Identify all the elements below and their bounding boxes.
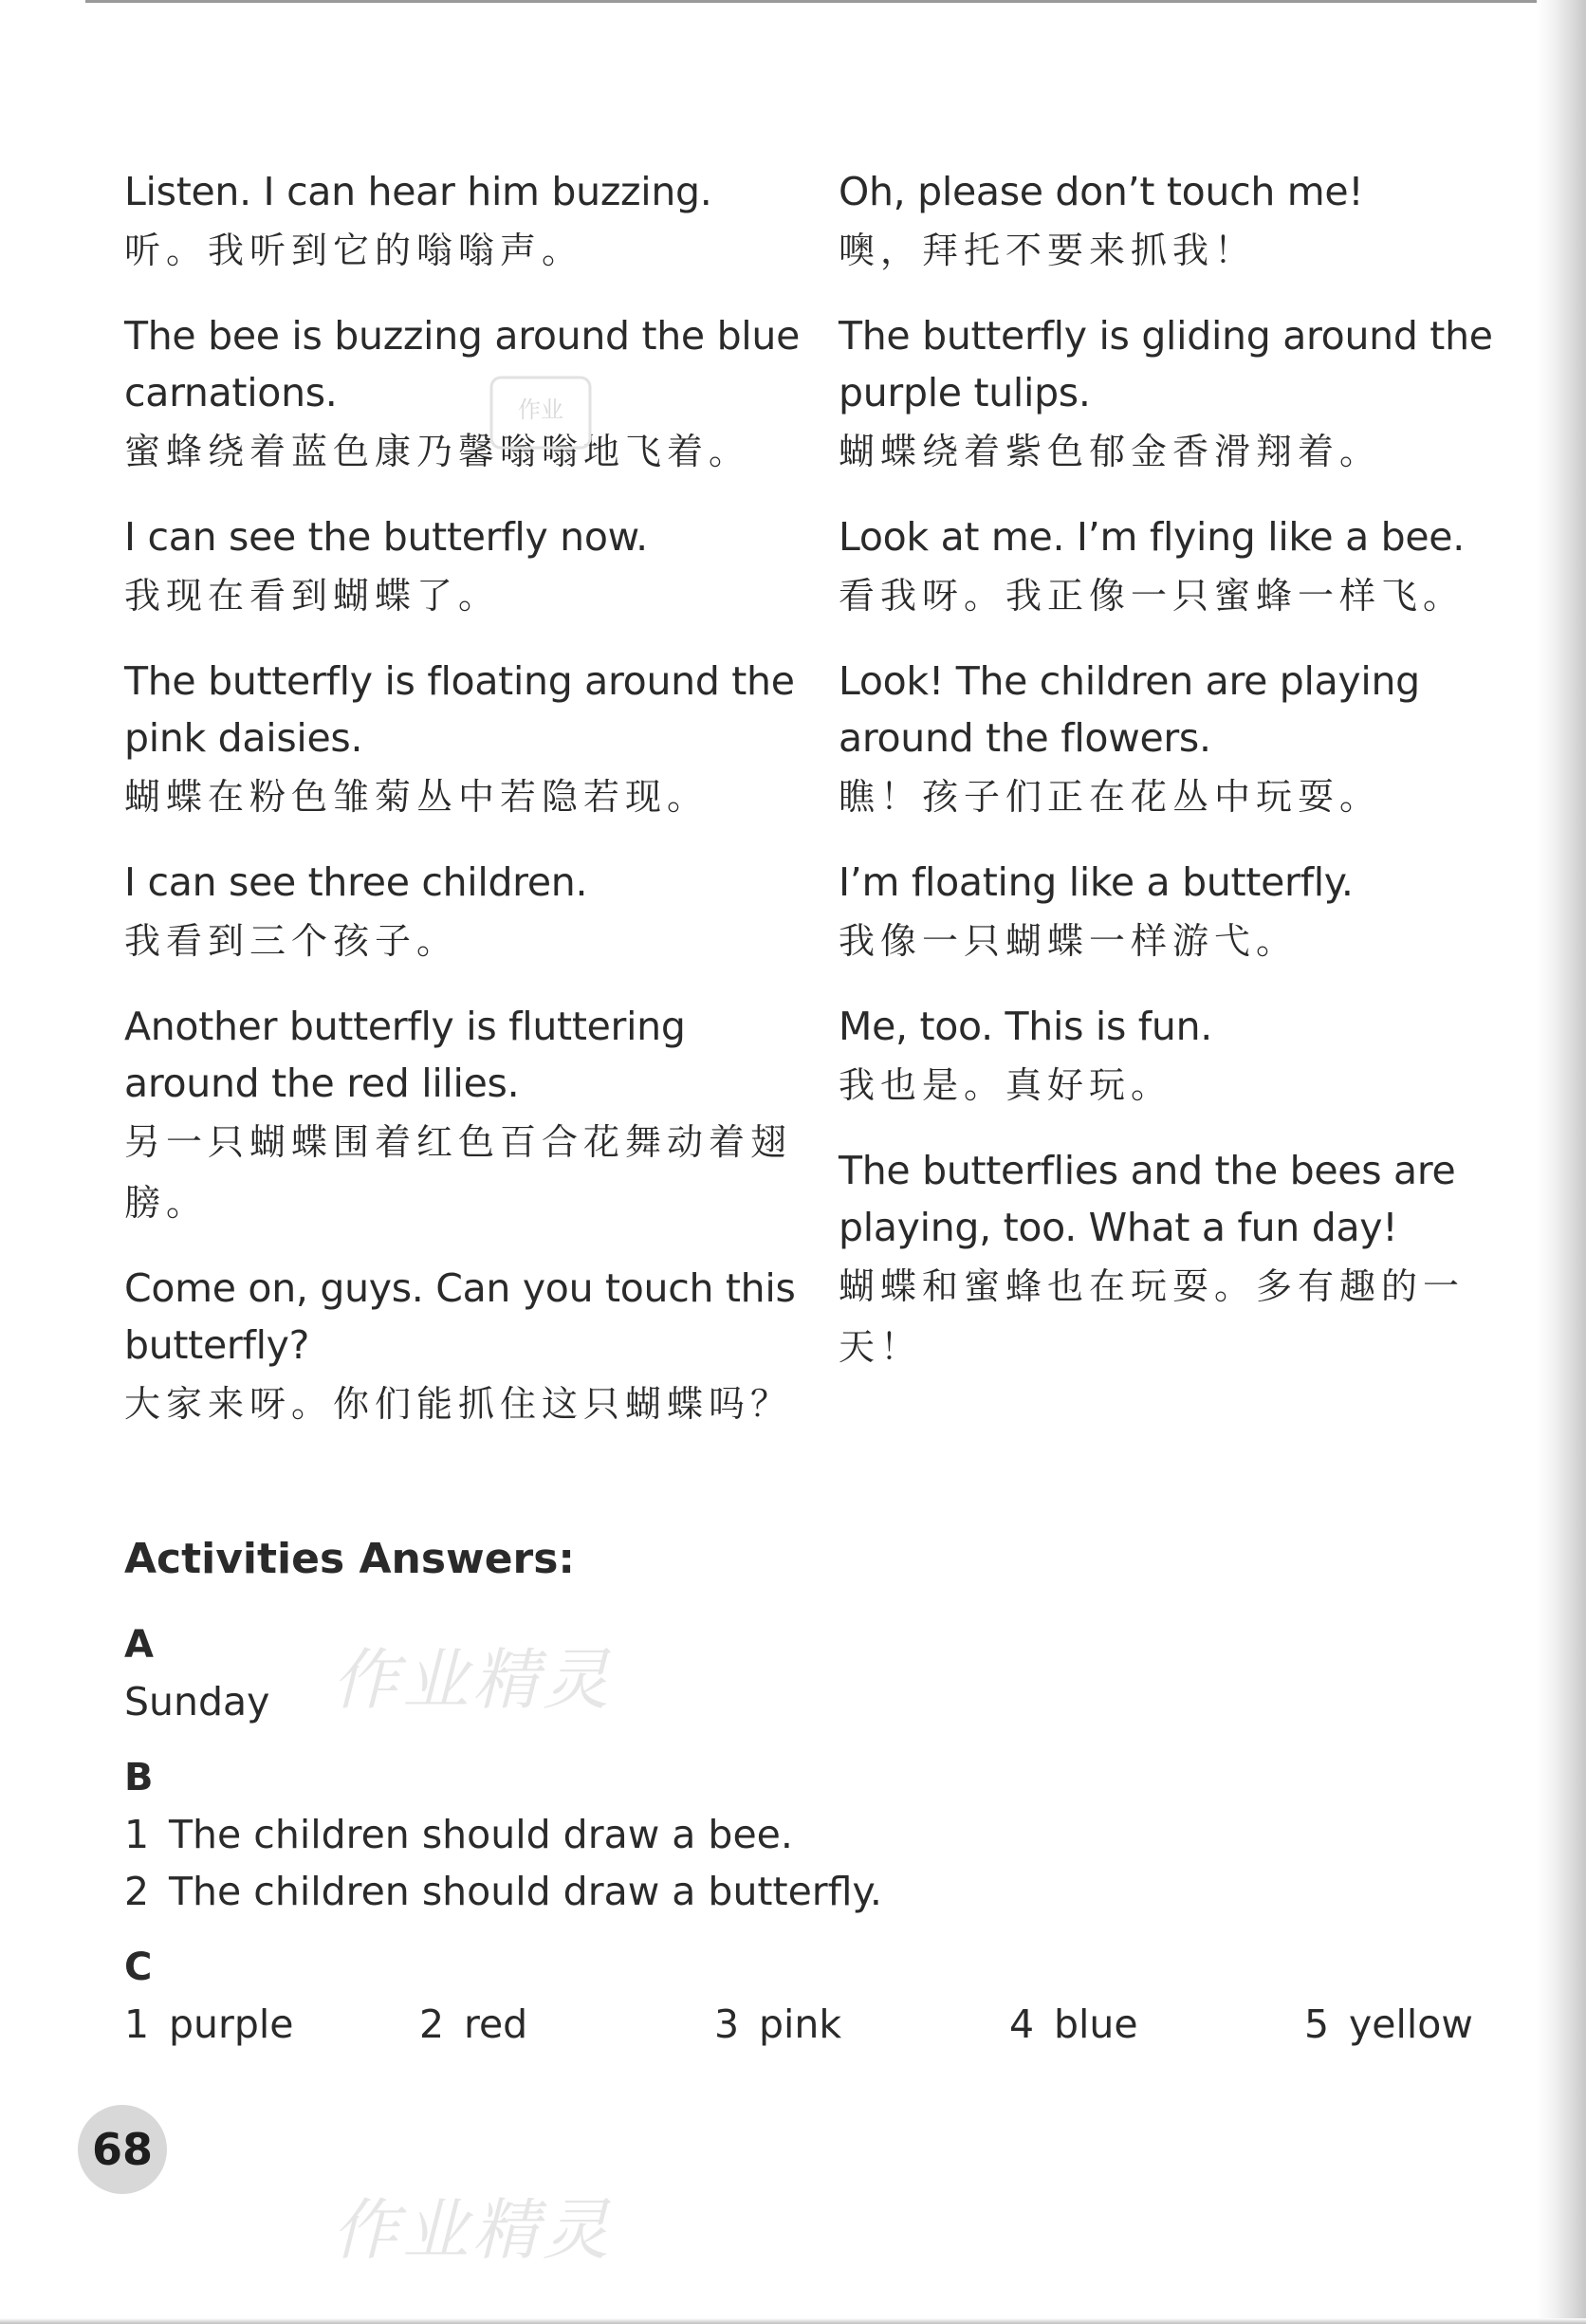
dialogue-entry	[124, 307, 807, 482]
watermark-stamp-icon	[484, 370, 598, 455]
chinese-line: 我看到三个孩子。	[124, 920, 459, 962]
scan-edge-right	[1537, 0, 1586, 2324]
item-text: red	[464, 2001, 528, 2047]
page-number: 68	[91, 2124, 153, 2175]
english-line: Come on, guys. Can you touch this butterfly?	[124, 1265, 796, 1368]
answer-text: Sunday	[124, 1679, 270, 1725]
english-line: I can see the butterfly now.	[124, 514, 648, 560]
color-answer	[714, 1996, 1009, 2053]
item-text: blue	[1054, 2001, 1138, 2047]
item-number: 1	[124, 2001, 150, 2047]
english-line: Me, too. This is fun.	[839, 1004, 1212, 1049]
item-text: The children should draw a butterfly.	[169, 1869, 882, 1914]
dialogue-entry	[839, 307, 1521, 482]
dialogue-entry	[839, 998, 1521, 1116]
section-letter: C	[124, 1946, 153, 1989]
english-line: Look at me. I’m flying like a bee.	[839, 514, 1465, 560]
dialogue-entry	[124, 1260, 807, 1434]
english-line: Another butterfly is fluttering around the red lilies.	[124, 1004, 686, 1106]
chinese-line: 我现在看到蝴蝶了。	[124, 575, 501, 617]
chinese-line: 噢，拜托不要来抓我！	[839, 230, 1257, 271]
watermark-stamp-text: 作业	[518, 397, 563, 423]
chinese-line: 另一只蝴蝶围着红色百合花舞动着翅膀。	[124, 1121, 793, 1224]
scan-edge-bottom	[0, 2318, 1586, 2324]
english-line: The butterfly is floating around the pink daisies.	[124, 658, 795, 761]
dialogue-right-column	[839, 163, 1521, 1404]
chinese-line: 蝴蝶在粉色雏菊丛中若隐若现。	[124, 776, 710, 818]
dialogue-entry	[839, 854, 1521, 971]
chinese-line: 蝴蝶和蜜蜂也在玩耍。多有趣的一天！	[839, 1265, 1466, 1368]
chinese-line: 我像一只蝴蝶一样游弋。	[839, 920, 1299, 962]
answer-section-a	[124, 1616, 1500, 1730]
dialogue-entry	[839, 163, 1521, 281]
chinese-line: 蝴蝶绕着紫色郁金香滑翔着。	[839, 431, 1382, 472]
dialogue-entry	[124, 508, 807, 626]
dialogue-entry	[839, 508, 1521, 626]
scan-edge-top	[85, 0, 1537, 3]
color-answers-row	[124, 1996, 1500, 2053]
item-number: 2	[124, 1869, 150, 1914]
chinese-line: 蜜蜂绕着蓝色康乃馨嗡嗡地飞着。	[124, 431, 751, 472]
watermark: 作业精灵	[332, 2191, 613, 2269]
dialogue-left-column	[124, 163, 807, 1461]
item-number: 3	[714, 2001, 740, 2047]
answer-item	[124, 1806, 1500, 1863]
watermark: 作业精灵	[332, 1641, 613, 1719]
activities-answers	[124, 1531, 1500, 2072]
chinese-line: 看我呀。我正像一只蜜蜂一样飞。	[839, 575, 1466, 617]
item-number: 4	[1009, 2001, 1035, 2047]
english-line: The butterfly is gliding around the purple tulips.	[839, 313, 1493, 415]
dialogue-entry	[839, 1142, 1521, 1377]
item-number: 5	[1304, 2001, 1330, 2047]
dialogue-entry	[124, 998, 807, 1233]
chinese-line: 瞧！孩子们正在花丛中玩耍。	[839, 776, 1382, 818]
dialogue-entry	[839, 653, 1521, 827]
english-line: Listen. I can hear him buzzing.	[124, 169, 712, 214]
color-answer	[124, 1996, 419, 2053]
answer-item	[124, 1863, 1500, 1920]
chinese-line: 听。我听到它的嗡嗡声。	[124, 230, 584, 271]
color-answer	[419, 1996, 714, 2053]
item-number: 2	[419, 2001, 445, 2047]
color-answer	[1009, 1996, 1304, 2053]
item-text: yellow	[1349, 2001, 1473, 2047]
item-number: 1	[124, 1812, 150, 1857]
chinese-line: 我也是。真好玩。	[839, 1064, 1173, 1106]
section-letter: A	[124, 1623, 154, 1667]
page-number-badge	[78, 2105, 167, 2194]
answer-section-c	[124, 1939, 1500, 2053]
dialogue-entry	[124, 653, 807, 827]
item-text: The children should draw a bee.	[169, 1812, 793, 1857]
english-line: The bee is buzzing around the blue carnations.	[124, 313, 801, 415]
english-line: I’m floating like a butterfly.	[839, 859, 1354, 905]
english-line: The butterflies and the bees are playing, too. What a fun day!	[839, 1148, 1456, 1250]
english-line: Oh, please don’t touch me!	[839, 169, 1364, 214]
english-line: I can see three children.	[124, 859, 588, 905]
dialogue-entry	[124, 854, 807, 971]
english-line: Look! The children are playing around the flowers.	[839, 658, 1420, 761]
answer-section-b	[124, 1749, 1500, 1920]
item-text: pink	[759, 2001, 842, 2047]
chinese-line: 大家来呀。你们能抓住这只蝴蝶吗？	[124, 1383, 793, 1425]
color-answer	[1304, 1996, 1485, 2053]
dialogue-entry	[124, 163, 807, 281]
item-text: purple	[169, 2001, 294, 2047]
answers-title: Activities Answers:	[124, 1535, 576, 1583]
section-letter: B	[124, 1756, 154, 1799]
